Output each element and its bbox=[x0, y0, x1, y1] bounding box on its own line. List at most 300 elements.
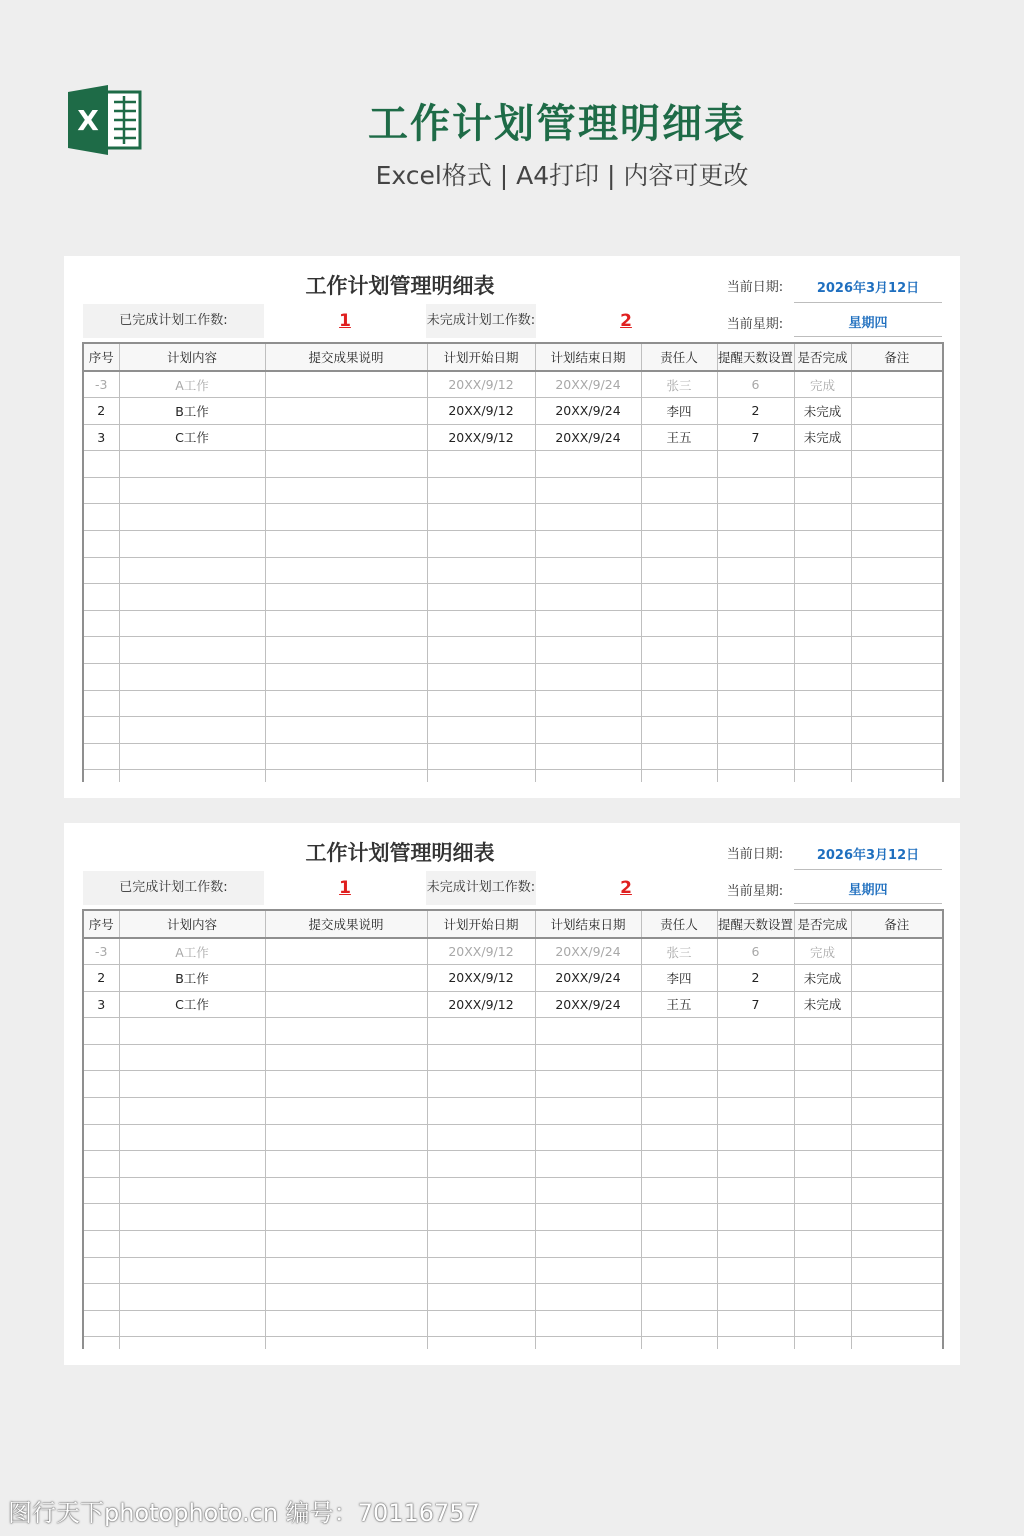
table-cell[interactable] bbox=[119, 584, 265, 611]
table-cell[interactable] bbox=[794, 477, 851, 504]
table-cell[interactable] bbox=[119, 1284, 265, 1311]
table-cell[interactable] bbox=[794, 1071, 851, 1098]
table-cell[interactable] bbox=[119, 610, 265, 637]
completed-count-value[interactable]: 1 bbox=[339, 878, 351, 898]
table-cell[interactable] bbox=[641, 717, 717, 744]
table-cell[interactable] bbox=[641, 1284, 717, 1311]
table-cell[interactable] bbox=[265, 504, 427, 531]
table-cell[interactable] bbox=[427, 1044, 535, 1071]
table-cell[interactable] bbox=[851, 664, 943, 691]
table-cell[interactable] bbox=[427, 1231, 535, 1258]
column-header[interactable]: 提交成果说明 bbox=[265, 910, 427, 938]
table-cell[interactable] bbox=[265, 1124, 427, 1151]
table-cell[interactable]: 20XX/9/12 bbox=[427, 371, 535, 398]
table-cell[interactable] bbox=[535, 1124, 641, 1151]
table-cell[interactable] bbox=[119, 1310, 265, 1337]
column-header[interactable]: 是否完成 bbox=[794, 910, 851, 938]
table-cell[interactable]: B工作 bbox=[119, 398, 265, 425]
table-cell[interactable]: 未完成 bbox=[794, 965, 851, 992]
table-cell[interactable] bbox=[535, 1098, 641, 1125]
table-cell[interactable]: 3 bbox=[83, 424, 119, 451]
table-cell[interactable] bbox=[717, 1151, 794, 1178]
table-cell[interactable]: 20XX/9/24 bbox=[535, 371, 641, 398]
table-cell[interactable]: 20XX/9/24 bbox=[535, 424, 641, 451]
table-cell[interactable] bbox=[717, 1177, 794, 1204]
table-cell[interactable] bbox=[717, 770, 794, 782]
table-cell[interactable] bbox=[535, 1204, 641, 1231]
table-cell[interactable] bbox=[119, 1071, 265, 1098]
table-cell[interactable]: 7 bbox=[717, 991, 794, 1018]
table-cell[interactable]: 20XX/9/24 bbox=[535, 965, 641, 992]
table-cell[interactable] bbox=[641, 504, 717, 531]
table-cell[interactable] bbox=[851, 1310, 943, 1337]
table-cell[interactable] bbox=[119, 717, 265, 744]
table-cell[interactable] bbox=[641, 1337, 717, 1349]
table-cell[interactable] bbox=[535, 584, 641, 611]
table-cell[interactable]: -3 bbox=[83, 938, 119, 965]
table-cell[interactable] bbox=[83, 1018, 119, 1045]
current-date-value[interactable] bbox=[794, 841, 942, 870]
table-cell[interactable]: 7 bbox=[717, 424, 794, 451]
table-cell[interactable] bbox=[535, 557, 641, 584]
table-cell[interactable] bbox=[535, 477, 641, 504]
table-cell[interactable] bbox=[83, 1044, 119, 1071]
table-cell[interactable] bbox=[427, 531, 535, 558]
table-cell[interactable]: 2 bbox=[717, 398, 794, 425]
table-cell[interactable]: 20XX/9/24 bbox=[535, 991, 641, 1018]
table-cell[interactable] bbox=[83, 610, 119, 637]
table-cell[interactable] bbox=[851, 770, 943, 782]
table-cell[interactable]: -3 bbox=[83, 371, 119, 398]
table-cell[interactable]: 2 bbox=[83, 965, 119, 992]
table-cell[interactable] bbox=[427, 451, 535, 478]
table-cell[interactable] bbox=[265, 557, 427, 584]
table-cell[interactable] bbox=[851, 424, 943, 451]
table-cell[interactable] bbox=[794, 1337, 851, 1349]
table-cell[interactable] bbox=[535, 1177, 641, 1204]
table-cell[interactable] bbox=[794, 584, 851, 611]
table-cell[interactable] bbox=[83, 1310, 119, 1337]
table-cell[interactable] bbox=[119, 1204, 265, 1231]
table-cell[interactable] bbox=[641, 584, 717, 611]
column-header[interactable]: 计划结束日期 bbox=[535, 343, 641, 371]
table-cell[interactable] bbox=[794, 770, 851, 782]
table-cell[interactable] bbox=[83, 1204, 119, 1231]
table-cell[interactable] bbox=[717, 504, 794, 531]
table-cell[interactable] bbox=[427, 584, 535, 611]
table-cell[interactable] bbox=[119, 1098, 265, 1125]
table-cell[interactable] bbox=[535, 1284, 641, 1311]
table-cell[interactable]: 20XX/9/12 bbox=[427, 424, 535, 451]
column-header[interactable]: 备注 bbox=[851, 343, 943, 371]
table-cell[interactable] bbox=[119, 1124, 265, 1151]
table-cell[interactable] bbox=[717, 637, 794, 664]
table-cell[interactable] bbox=[265, 1018, 427, 1045]
table-cell[interactable]: 李四 bbox=[641, 398, 717, 425]
table-cell[interactable] bbox=[535, 1044, 641, 1071]
table-cell[interactable] bbox=[535, 451, 641, 478]
table-cell[interactable] bbox=[794, 717, 851, 744]
table-cell[interactable] bbox=[83, 1231, 119, 1258]
table-cell[interactable] bbox=[427, 610, 535, 637]
table-cell[interactable] bbox=[794, 557, 851, 584]
table-cell[interactable]: 完成 bbox=[794, 371, 851, 398]
table-cell[interactable]: A工作 bbox=[119, 938, 265, 965]
table-cell[interactable] bbox=[83, 531, 119, 558]
table-cell[interactable] bbox=[717, 1231, 794, 1258]
table-cell[interactable] bbox=[641, 1044, 717, 1071]
table-cell[interactable] bbox=[851, 1231, 943, 1258]
column-header[interactable]: 备注 bbox=[851, 910, 943, 938]
table-cell[interactable]: 2 bbox=[717, 965, 794, 992]
table-cell[interactable] bbox=[717, 531, 794, 558]
table-cell[interactable] bbox=[265, 1151, 427, 1178]
table-cell[interactable] bbox=[794, 1310, 851, 1337]
table-cell[interactable] bbox=[83, 690, 119, 717]
table-cell[interactable] bbox=[794, 664, 851, 691]
table-cell[interactable] bbox=[717, 1257, 794, 1284]
table-cell[interactable] bbox=[641, 1177, 717, 1204]
table-cell[interactable] bbox=[265, 1257, 427, 1284]
table-cell[interactable] bbox=[119, 504, 265, 531]
table-cell[interactable] bbox=[851, 743, 943, 770]
table-cell[interactable] bbox=[83, 1177, 119, 1204]
table-cell[interactable] bbox=[851, 1098, 943, 1125]
table-cell[interactable] bbox=[265, 1310, 427, 1337]
table-cell[interactable] bbox=[265, 1231, 427, 1258]
table-cell[interactable] bbox=[265, 1337, 427, 1349]
table-cell[interactable] bbox=[851, 717, 943, 744]
table-cell[interactable] bbox=[119, 477, 265, 504]
table-cell[interactable] bbox=[119, 1231, 265, 1258]
table-cell[interactable] bbox=[851, 557, 943, 584]
table-cell[interactable] bbox=[83, 770, 119, 782]
uncompleted-count-value[interactable]: 2 bbox=[620, 311, 632, 331]
table-cell[interactable]: 未完成 bbox=[794, 424, 851, 451]
table-cell[interactable] bbox=[119, 531, 265, 558]
table-cell[interactable] bbox=[83, 477, 119, 504]
table-cell[interactable] bbox=[535, 1310, 641, 1337]
table-cell[interactable] bbox=[641, 1151, 717, 1178]
table-cell[interactable] bbox=[265, 477, 427, 504]
table-cell[interactable]: 6 bbox=[717, 371, 794, 398]
table-cell[interactable] bbox=[427, 770, 535, 782]
table-cell[interactable] bbox=[641, 743, 717, 770]
table-cell[interactable] bbox=[265, 965, 427, 992]
table-cell[interactable] bbox=[851, 371, 943, 398]
table-cell[interactable] bbox=[265, 938, 427, 965]
table-cell[interactable] bbox=[851, 965, 943, 992]
table-cell[interactable] bbox=[851, 477, 943, 504]
table-cell[interactable] bbox=[794, 690, 851, 717]
table-cell[interactable] bbox=[641, 451, 717, 478]
table-cell[interactable] bbox=[427, 1124, 535, 1151]
table-cell[interactable] bbox=[794, 1151, 851, 1178]
table-cell[interactable] bbox=[119, 1044, 265, 1071]
table-cell[interactable] bbox=[427, 1151, 535, 1178]
table-cell[interactable] bbox=[535, 637, 641, 664]
table-cell[interactable] bbox=[641, 1310, 717, 1337]
column-header[interactable]: 计划结束日期 bbox=[535, 910, 641, 938]
table-cell[interactable] bbox=[641, 1018, 717, 1045]
table-cell[interactable]: 20XX/9/24 bbox=[535, 398, 641, 425]
table-cell[interactable]: 3 bbox=[83, 991, 119, 1018]
table-cell[interactable] bbox=[794, 1124, 851, 1151]
table-cell[interactable]: B工作 bbox=[119, 965, 265, 992]
table-cell[interactable] bbox=[265, 690, 427, 717]
table-cell[interactable]: 20XX/9/12 bbox=[427, 938, 535, 965]
table-cell[interactable] bbox=[119, 637, 265, 664]
table-cell[interactable] bbox=[427, 1257, 535, 1284]
table-cell[interactable] bbox=[83, 1098, 119, 1125]
table-cell[interactable] bbox=[119, 690, 265, 717]
column-header[interactable]: 序号 bbox=[83, 910, 119, 938]
table-cell[interactable] bbox=[717, 1310, 794, 1337]
table-cell[interactable] bbox=[851, 1257, 943, 1284]
table-cell[interactable] bbox=[535, 1151, 641, 1178]
column-header[interactable]: 计划内容 bbox=[119, 910, 265, 938]
table-cell[interactable] bbox=[427, 743, 535, 770]
table-cell[interactable] bbox=[851, 1071, 943, 1098]
table-cell[interactable] bbox=[717, 1204, 794, 1231]
table-cell[interactable]: 2 bbox=[83, 398, 119, 425]
table-cell[interactable] bbox=[427, 717, 535, 744]
table-cell[interactable] bbox=[265, 1071, 427, 1098]
table-cell[interactable] bbox=[717, 1071, 794, 1098]
completed-count-value[interactable]: 1 bbox=[339, 311, 351, 331]
table-cell[interactable] bbox=[265, 371, 427, 398]
table-cell[interactable] bbox=[427, 637, 535, 664]
table-cell[interactable] bbox=[265, 991, 427, 1018]
table-cell[interactable] bbox=[535, 690, 641, 717]
table-cell[interactable] bbox=[83, 664, 119, 691]
table-cell[interactable] bbox=[641, 690, 717, 717]
table-cell[interactable] bbox=[535, 504, 641, 531]
table-cell[interactable] bbox=[641, 1204, 717, 1231]
table-cell[interactable] bbox=[794, 1257, 851, 1284]
table-cell[interactable] bbox=[851, 690, 943, 717]
table-cell[interactable] bbox=[265, 717, 427, 744]
table-cell[interactable] bbox=[119, 1151, 265, 1178]
table-cell[interactable] bbox=[119, 1337, 265, 1349]
table-cell[interactable] bbox=[851, 637, 943, 664]
table-cell[interactable]: 张三 bbox=[641, 371, 717, 398]
table-cell[interactable] bbox=[535, 1231, 641, 1258]
table-cell[interactable] bbox=[265, 584, 427, 611]
table-cell[interactable] bbox=[265, 451, 427, 478]
table-cell[interactable] bbox=[717, 557, 794, 584]
table-cell[interactable] bbox=[851, 504, 943, 531]
table-cell[interactable] bbox=[119, 770, 265, 782]
table-cell[interactable]: 王五 bbox=[641, 991, 717, 1018]
table-cell[interactable]: C工作 bbox=[119, 991, 265, 1018]
table-cell[interactable] bbox=[535, 717, 641, 744]
column-header[interactable]: 计划开始日期 bbox=[427, 343, 535, 371]
table-cell[interactable] bbox=[83, 1124, 119, 1151]
table-cell[interactable] bbox=[119, 743, 265, 770]
table-cell[interactable] bbox=[851, 398, 943, 425]
table-cell[interactable] bbox=[717, 690, 794, 717]
table-cell[interactable] bbox=[851, 1151, 943, 1178]
column-header[interactable]: 提醒天数设置 bbox=[717, 910, 794, 938]
column-header[interactable]: 提交成果说明 bbox=[265, 343, 427, 371]
table-cell[interactable] bbox=[717, 451, 794, 478]
table-cell[interactable] bbox=[851, 451, 943, 478]
table-cell[interactable] bbox=[641, 770, 717, 782]
table-cell[interactable]: 未完成 bbox=[794, 991, 851, 1018]
table-cell[interactable] bbox=[427, 664, 535, 691]
table-cell[interactable]: C工作 bbox=[119, 424, 265, 451]
table-cell[interactable] bbox=[83, 717, 119, 744]
table-cell[interactable] bbox=[265, 743, 427, 770]
table-cell[interactable] bbox=[83, 451, 119, 478]
table-cell[interactable] bbox=[641, 1071, 717, 1098]
table-cell[interactable] bbox=[119, 664, 265, 691]
table-cell[interactable]: 李四 bbox=[641, 965, 717, 992]
table-cell[interactable] bbox=[265, 1284, 427, 1311]
table-cell[interactable] bbox=[641, 1257, 717, 1284]
table-cell[interactable] bbox=[265, 1098, 427, 1125]
current-week-value[interactable] bbox=[794, 311, 942, 337]
table-cell[interactable] bbox=[717, 1018, 794, 1045]
table-cell[interactable] bbox=[119, 1018, 265, 1045]
table-cell[interactable] bbox=[265, 398, 427, 425]
table-cell[interactable] bbox=[717, 743, 794, 770]
table-cell[interactable]: 王五 bbox=[641, 424, 717, 451]
table-cell[interactable] bbox=[794, 1098, 851, 1125]
table-cell[interactable] bbox=[717, 664, 794, 691]
table-cell[interactable] bbox=[851, 991, 943, 1018]
table-cell[interactable] bbox=[83, 1151, 119, 1178]
table-cell[interactable] bbox=[794, 1284, 851, 1311]
column-header[interactable]: 责任人 bbox=[641, 910, 717, 938]
table-cell[interactable] bbox=[535, 770, 641, 782]
table-cell[interactable] bbox=[717, 610, 794, 637]
table-cell[interactable] bbox=[794, 1044, 851, 1071]
table-cell[interactable] bbox=[641, 531, 717, 558]
table-cell[interactable] bbox=[83, 1337, 119, 1349]
table-cell[interactable] bbox=[717, 1098, 794, 1125]
table-cell[interactable] bbox=[83, 637, 119, 664]
table-cell[interactable] bbox=[427, 504, 535, 531]
table-cell[interactable] bbox=[535, 1337, 641, 1349]
table-cell[interactable] bbox=[717, 1284, 794, 1311]
table-cell[interactable] bbox=[535, 531, 641, 558]
table-cell[interactable] bbox=[641, 1231, 717, 1258]
table-cell[interactable] bbox=[851, 938, 943, 965]
table-cell[interactable] bbox=[427, 1310, 535, 1337]
column-header[interactable]: 提醒天数设置 bbox=[717, 343, 794, 371]
table-cell[interactable] bbox=[851, 1044, 943, 1071]
table-cell[interactable] bbox=[427, 1284, 535, 1311]
table-cell[interactable] bbox=[83, 743, 119, 770]
table-cell[interactable] bbox=[535, 610, 641, 637]
table-cell[interactable] bbox=[427, 1337, 535, 1349]
table-cell[interactable] bbox=[641, 557, 717, 584]
table-cell[interactable] bbox=[851, 610, 943, 637]
table-cell[interactable] bbox=[83, 1284, 119, 1311]
column-header[interactable]: 计划内容 bbox=[119, 343, 265, 371]
table-cell[interactable] bbox=[794, 1204, 851, 1231]
table-cell[interactable] bbox=[794, 1018, 851, 1045]
table-cell[interactable] bbox=[851, 1124, 943, 1151]
table-cell[interactable] bbox=[427, 1177, 535, 1204]
table-cell[interactable] bbox=[851, 1018, 943, 1045]
table-cell[interactable] bbox=[265, 664, 427, 691]
table-cell[interactable] bbox=[83, 557, 119, 584]
table-cell[interactable] bbox=[427, 557, 535, 584]
table-cell[interactable] bbox=[794, 610, 851, 637]
table-cell[interactable] bbox=[641, 477, 717, 504]
table-cell[interactable] bbox=[427, 1204, 535, 1231]
current-date-value[interactable] bbox=[794, 274, 942, 303]
table-cell[interactable] bbox=[265, 1204, 427, 1231]
table-cell[interactable] bbox=[794, 743, 851, 770]
table-cell[interactable] bbox=[265, 531, 427, 558]
table-cell[interactable] bbox=[427, 690, 535, 717]
table-cell[interactable] bbox=[265, 1177, 427, 1204]
column-header[interactable]: 责任人 bbox=[641, 343, 717, 371]
table-cell[interactable] bbox=[717, 584, 794, 611]
column-header[interactable]: 序号 bbox=[83, 343, 119, 371]
table-cell[interactable] bbox=[851, 584, 943, 611]
table-cell[interactable] bbox=[794, 531, 851, 558]
table-cell[interactable]: 20XX/9/24 bbox=[535, 938, 641, 965]
table-cell[interactable] bbox=[535, 1257, 641, 1284]
table-cell[interactable]: A工作 bbox=[119, 371, 265, 398]
table-cell[interactable] bbox=[794, 451, 851, 478]
table-cell[interactable] bbox=[641, 664, 717, 691]
column-header[interactable]: 计划开始日期 bbox=[427, 910, 535, 938]
table-cell[interactable] bbox=[535, 1071, 641, 1098]
table-cell[interactable] bbox=[535, 1018, 641, 1045]
table-cell[interactable] bbox=[83, 584, 119, 611]
table-cell[interactable] bbox=[265, 1044, 427, 1071]
table-cell[interactable] bbox=[119, 451, 265, 478]
table-cell[interactable] bbox=[641, 610, 717, 637]
table-cell[interactable] bbox=[717, 477, 794, 504]
column-header[interactable]: 是否完成 bbox=[794, 343, 851, 371]
table-cell[interactable] bbox=[83, 504, 119, 531]
table-cell[interactable] bbox=[427, 1098, 535, 1125]
table-cell[interactable] bbox=[535, 743, 641, 770]
table-cell[interactable] bbox=[641, 1098, 717, 1125]
table-cell[interactable]: 张三 bbox=[641, 938, 717, 965]
table-cell[interactable]: 完成 bbox=[794, 938, 851, 965]
table-cell[interactable] bbox=[119, 1177, 265, 1204]
table-cell[interactable] bbox=[717, 1044, 794, 1071]
table-cell[interactable] bbox=[851, 531, 943, 558]
table-cell[interactable] bbox=[641, 1124, 717, 1151]
table-cell[interactable] bbox=[83, 1071, 119, 1098]
table-cell[interactable] bbox=[535, 664, 641, 691]
table-cell[interactable] bbox=[265, 610, 427, 637]
table-cell[interactable] bbox=[717, 1124, 794, 1151]
table-cell[interactable] bbox=[794, 1177, 851, 1204]
table-cell[interactable] bbox=[265, 770, 427, 782]
table-cell[interactable]: 20XX/9/12 bbox=[427, 398, 535, 425]
table-cell[interactable] bbox=[119, 1257, 265, 1284]
table-cell[interactable] bbox=[717, 717, 794, 744]
table-cell[interactable] bbox=[427, 1018, 535, 1045]
table-cell[interactable] bbox=[851, 1204, 943, 1231]
uncompleted-count-value[interactable]: 2 bbox=[620, 878, 632, 898]
table-cell[interactable] bbox=[641, 637, 717, 664]
table-cell[interactable] bbox=[851, 1337, 943, 1349]
table-cell[interactable] bbox=[427, 1071, 535, 1098]
table-cell[interactable]: 6 bbox=[717, 938, 794, 965]
table-cell[interactable]: 未完成 bbox=[794, 398, 851, 425]
